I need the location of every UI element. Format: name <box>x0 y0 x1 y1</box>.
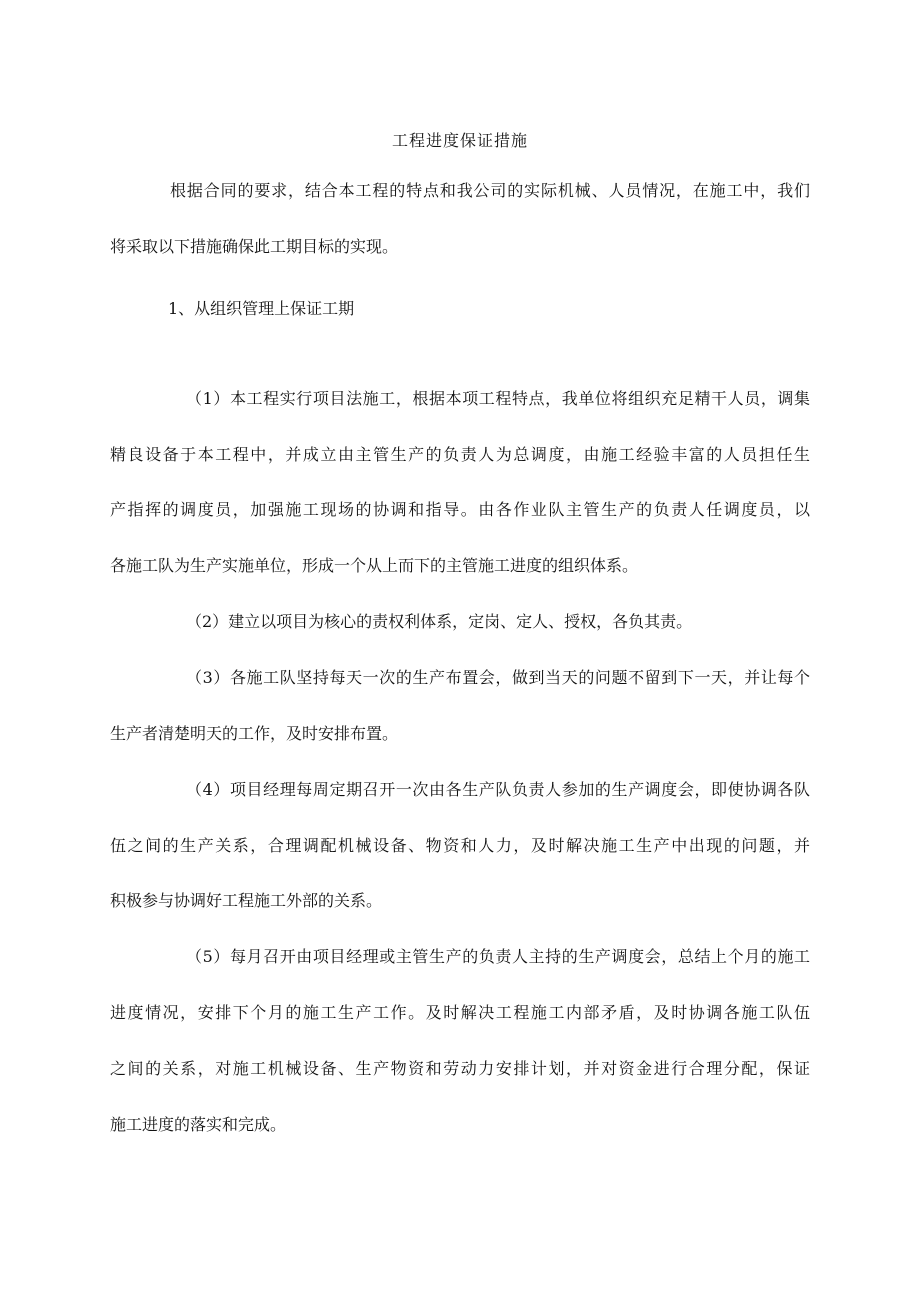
item1-line-3: 产指挥的调度员，加强施工现场的协调和指导。由各作业队主管生产的负责人任调度员，以 <box>110 500 810 519</box>
item5-line-2: 进度情况，安排下个月的施工生产工作。及时解决工程施工内部矛盾，及时协调各施工队伍 <box>110 1003 810 1022</box>
item4-line-2: 伍之间的生产关系，合理调配机械设备、物资和人力，及时解决施工生产中出现的问题，并 <box>110 836 810 855</box>
item5-line-3: 之间的关系，对施工机械设备、生产物资和劳动力安排计划，并对资金进行合理分配，保证 <box>110 1059 810 1078</box>
page-title: 工程进度保证措施 <box>391 131 528 150</box>
section-heading: 1、从组织管理上保证工期 <box>168 299 355 318</box>
item1-line-4: 各施工队为生产实施单位，形成一个从上而下的主管施工进度的组织体系。 <box>110 556 639 575</box>
item1-line-1: （1）本工程实行项目法施工，根据本项工程特点，我单位将组织充足精干人员，调集 <box>186 389 810 408</box>
item5-line-1: （5）每月召开由项目经理或主管生产的负责人主持的生产调度会，总结上个月的施工 <box>186 947 810 966</box>
item4-line-3: 积极参与协调好工程施工外部的关系。 <box>110 891 383 910</box>
item3-line-2: 生产者清楚明天的工作，及时安排布置。 <box>110 724 399 743</box>
intro-line-2: 将采取以下措施确保此工期目标的实现。 <box>110 237 399 256</box>
item5-line-4: 施工进度的落实和完成。 <box>110 1115 287 1134</box>
item3-line-1: （3）各施工队坚持每天一次的生产布置会，做到当天的问题不留到下一天，并让每个 <box>186 668 810 687</box>
intro-line-1: 根据合同的要求，结合本工程的特点和我公司的实际机械、人员情况，在施工中，我们 <box>170 181 810 200</box>
item4-line-1: （4）项目经理每周定期召开一次由各生产队负责人参加的生产调度会，即使协调各队 <box>186 780 810 799</box>
item1-line-2: 精良设备于本工程中，并成立由主管生产的负责人为总调度，由施工经验丰富的人员担任生 <box>110 445 810 464</box>
item2-line-1: （2）建立以项目为核心的责权利体系，定岗、定人、授权，各负其责。 <box>186 612 693 631</box>
